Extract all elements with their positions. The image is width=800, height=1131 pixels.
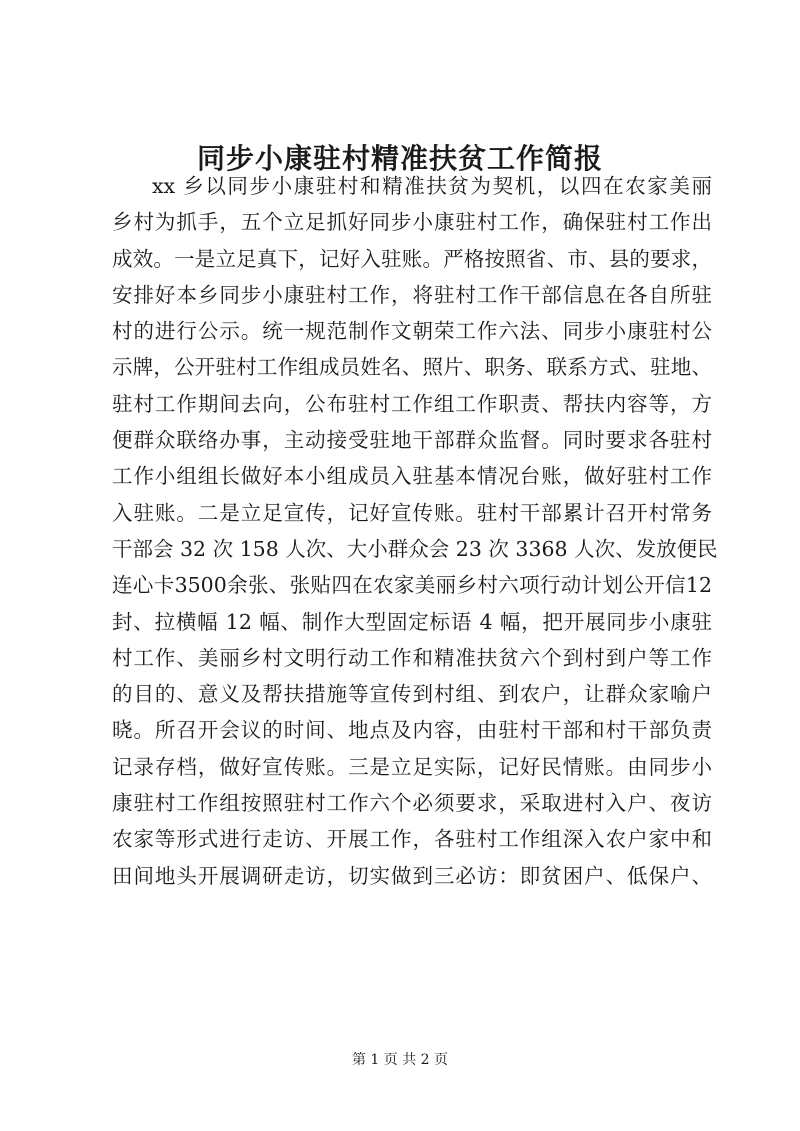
body-line: 入驻账。二是立足宣传，记好宣传账。驻村干部累计召开村常务 bbox=[112, 500, 712, 525]
body-line: 村的进行公示。统一规范制作文朝荣工作六法、同步小康驻村公 bbox=[112, 319, 712, 344]
body-line: 的目的、意义及帮扶措施等宣传到村组、到农户，让群众家喻户 bbox=[112, 682, 712, 707]
body-line: 示牌，公开驻村工作组成员姓名、照片、职务、联系方式、驻地、 bbox=[112, 355, 712, 380]
body-line: 晓。所召开会议的时间、地点及内容，由驻村干部和村干部负责 bbox=[112, 718, 712, 743]
body-line: 农家等形式进行走访、开展工作，各驻村工作组深入农户家中和 bbox=[112, 827, 712, 852]
body-line: 连心卡3500余张、张贴四在农家美丽乡村六项行动计划公开信12 bbox=[112, 573, 712, 598]
body-line: 康驻村工作组按照驻村工作六个必须要求，采取进村入户、夜访 bbox=[112, 791, 712, 816]
body-line: 成效。一是立足真下，记好入驻账。严格按照省、市、县的要求， bbox=[112, 246, 712, 271]
body-line: 工作小组组长做好本小组成员入驻基本情况台账，做好驻村工作 bbox=[112, 464, 712, 489]
body-line: xx 乡以同步小康驻村和精准扶贫为契机，以四在农家美丽 bbox=[152, 174, 712, 198]
page-number-footer: 第 1 页 共 2 页 bbox=[351, 1052, 449, 1068]
document-body bbox=[112, 168, 718, 894]
body-line: 安排好本乡同步小康驻村工作，将驻村工作干部信息在各自所驻 bbox=[112, 282, 712, 307]
body-line: 封、拉横幅 12 幅、制作大型固定标语 4 幅，把开展同步小康驻 bbox=[112, 609, 712, 634]
body-line: 驻村工作期间去向，公布驻村工作组工作职责、帮扶内容等，方 bbox=[112, 391, 712, 416]
body-line: 干部会 32 次 158 人次、大小群众会 23 次 3368 人次、发放便民 bbox=[112, 536, 718, 561]
body-line: 乡村为抓手，五个立足抓好同步小康驻村工作，确保驻村工作出 bbox=[112, 210, 712, 235]
document-title: 同步小康驻村精准扶贫工作简报 bbox=[196, 142, 603, 175]
body-line: 田间地头开展调研走访，切实做到三必访：即贫困户、低保户、 bbox=[112, 863, 712, 888]
body-line: 村工作、美丽乡村文明行动工作和精准扶贫六个到村到户等工作 bbox=[112, 645, 712, 670]
body-line: 记录存档，做好宣传账。三是立足实际，记好民情账。由同步小 bbox=[112, 754, 712, 779]
body-line: 便群众联络办事，主动接受驻地干部群众监督。同时要求各驻村 bbox=[112, 428, 712, 453]
